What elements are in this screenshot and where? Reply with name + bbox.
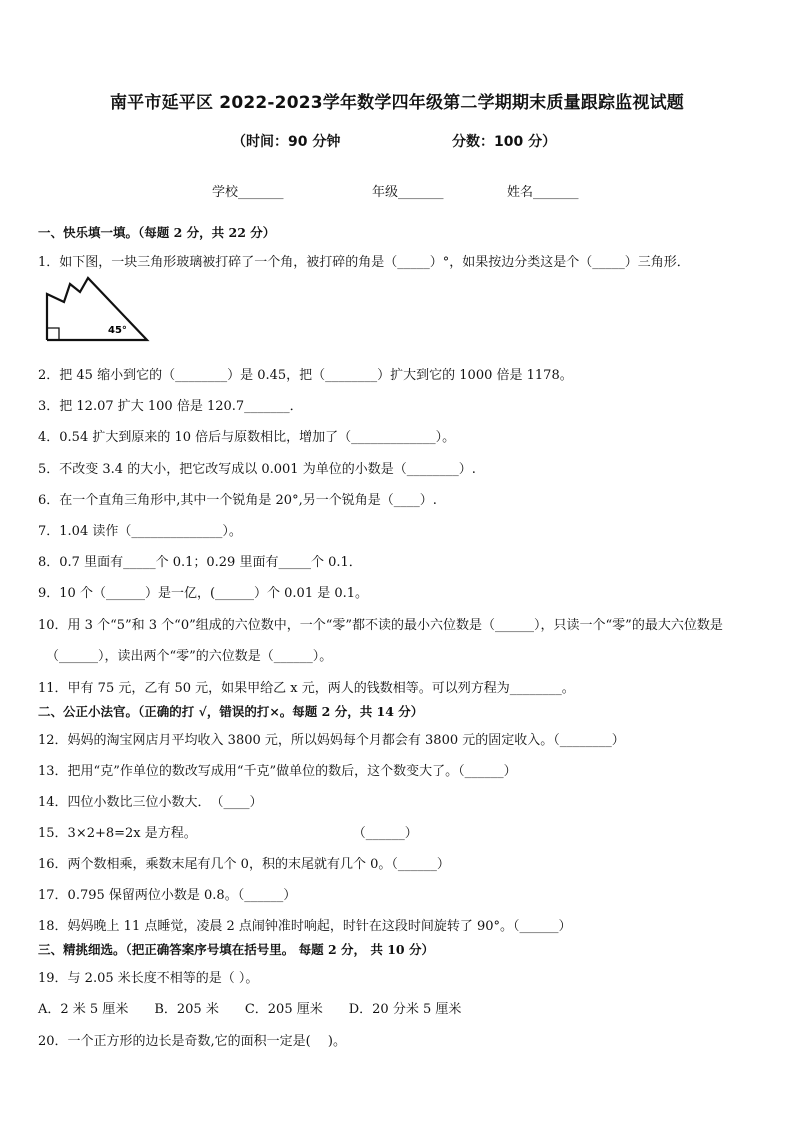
question-item: 17．0.795 保留两位小数是 0.8。（______） [38, 888, 297, 903]
broken-triangle-figure [40, 272, 156, 344]
school-field[interactable]: 学校_______ [212, 185, 284, 200]
section-heading: 一、快乐填一填。（每题 2 分，共 22 分） [38, 225, 276, 240]
question-item: 10．用 3 个“5”和 3 个“0”组成的六位数中，一个“零”都不读的最小六位数是（______），只读一个“零”的最大六位数是 [38, 618, 723, 633]
grade-field[interactable]: 年级_______ [372, 185, 444, 200]
question-item: 20．一个正方形的边长是奇数,它的面积一定是( )。 [38, 1034, 346, 1049]
question-item: 18．妈妈晚上 11 点睡觉，凌晨 2 点闹钟准时响起，时针在这段时间旋转了 90°。（______） [38, 919, 572, 934]
question-item: 13．把用“克”作单位的数改写成用“千克”做单位的数后，这个数变大了。（______） [38, 764, 517, 779]
question-item: 4．0.54 扩大到原来的 10 倍后与原数相比，增加了（_____________）。 [38, 430, 456, 445]
question-item: 1．如下图，一块三角形玻璃被打碎了一个角，被打碎的角是（_____）°，如果按边分类这是个（_____）三角形． [38, 255, 690, 270]
page-title: 南平市延平区 2022-2023学年数学四年级第二学期期末质量跟踪监视试题 [109, 93, 684, 113]
name-field[interactable]: 姓名_______ [507, 185, 579, 200]
question-item: （______），读出两个“零”的六位数是（______）。 [46, 649, 333, 664]
question-item: 12．妈妈的淘宝网店月平均收入 3800 元，所以妈妈每个月都会有 3800 元的固定收入。（________） [38, 733, 625, 748]
question-item: 11．甲有 75 元，乙有 50 元，如果甲给乙 x 元，两人的钱数相等。可以列方程为________。 [38, 681, 575, 696]
question-item: 9．10 个（______）是一亿，(______）个 0.01 是 0.1。 [38, 586, 369, 601]
question-item: 3．把 12.07 扩大 100 倍是 120.7_______． [38, 399, 303, 414]
time-label: （时间：90 分钟 [232, 134, 341, 150]
section-heading: 二、公正小法官。（正确的打 √，错误的打×。每题 2 分，共 14 分） [38, 704, 424, 719]
section-heading: 三、精挑细选。（把正确答案序号填在括号里。 每题 2 分， 共 10 分） [38, 942, 434, 957]
question-item: 15．3×2+8=2x 是方程。 （______） [38, 826, 418, 841]
question-item: 5．不改变 3.4 的大小，把它改写成以 0.001 为单位的小数是（________）. [38, 462, 476, 477]
answer-options: A．2 米 5 厘米 B．205 米 C．205 厘米 D．20 分米 5 厘米 [38, 1002, 462, 1017]
question-item: 19．与 2.05 米长度不相等的是（ ）。 [38, 971, 259, 986]
score-label: 分数：100 分） [452, 134, 557, 150]
question-item: 8．0.7 里面有_____个 0.1；0.29 里面有_____个 0.1． [38, 555, 362, 570]
question-item: 14．四位小数比三位小数大． （____） [38, 795, 263, 810]
question-item: 2．把 45 缩小到它的（________）是 0.45，把（________）扩大到它的 1000 倍是 1178。 [38, 368, 573, 383]
question-item: 16．两个数相乘，乘数末尾有几个 0，积的末尾就有几个 0。（______） [38, 857, 450, 872]
angle-label: 45° [108, 325, 127, 336]
question-item: 7．1.04 读作（______________）。 [38, 524, 242, 539]
question-item: 6．在一个直角三角形中,其中一个锐角是 20°,另一个锐角是（____）. [38, 493, 437, 508]
